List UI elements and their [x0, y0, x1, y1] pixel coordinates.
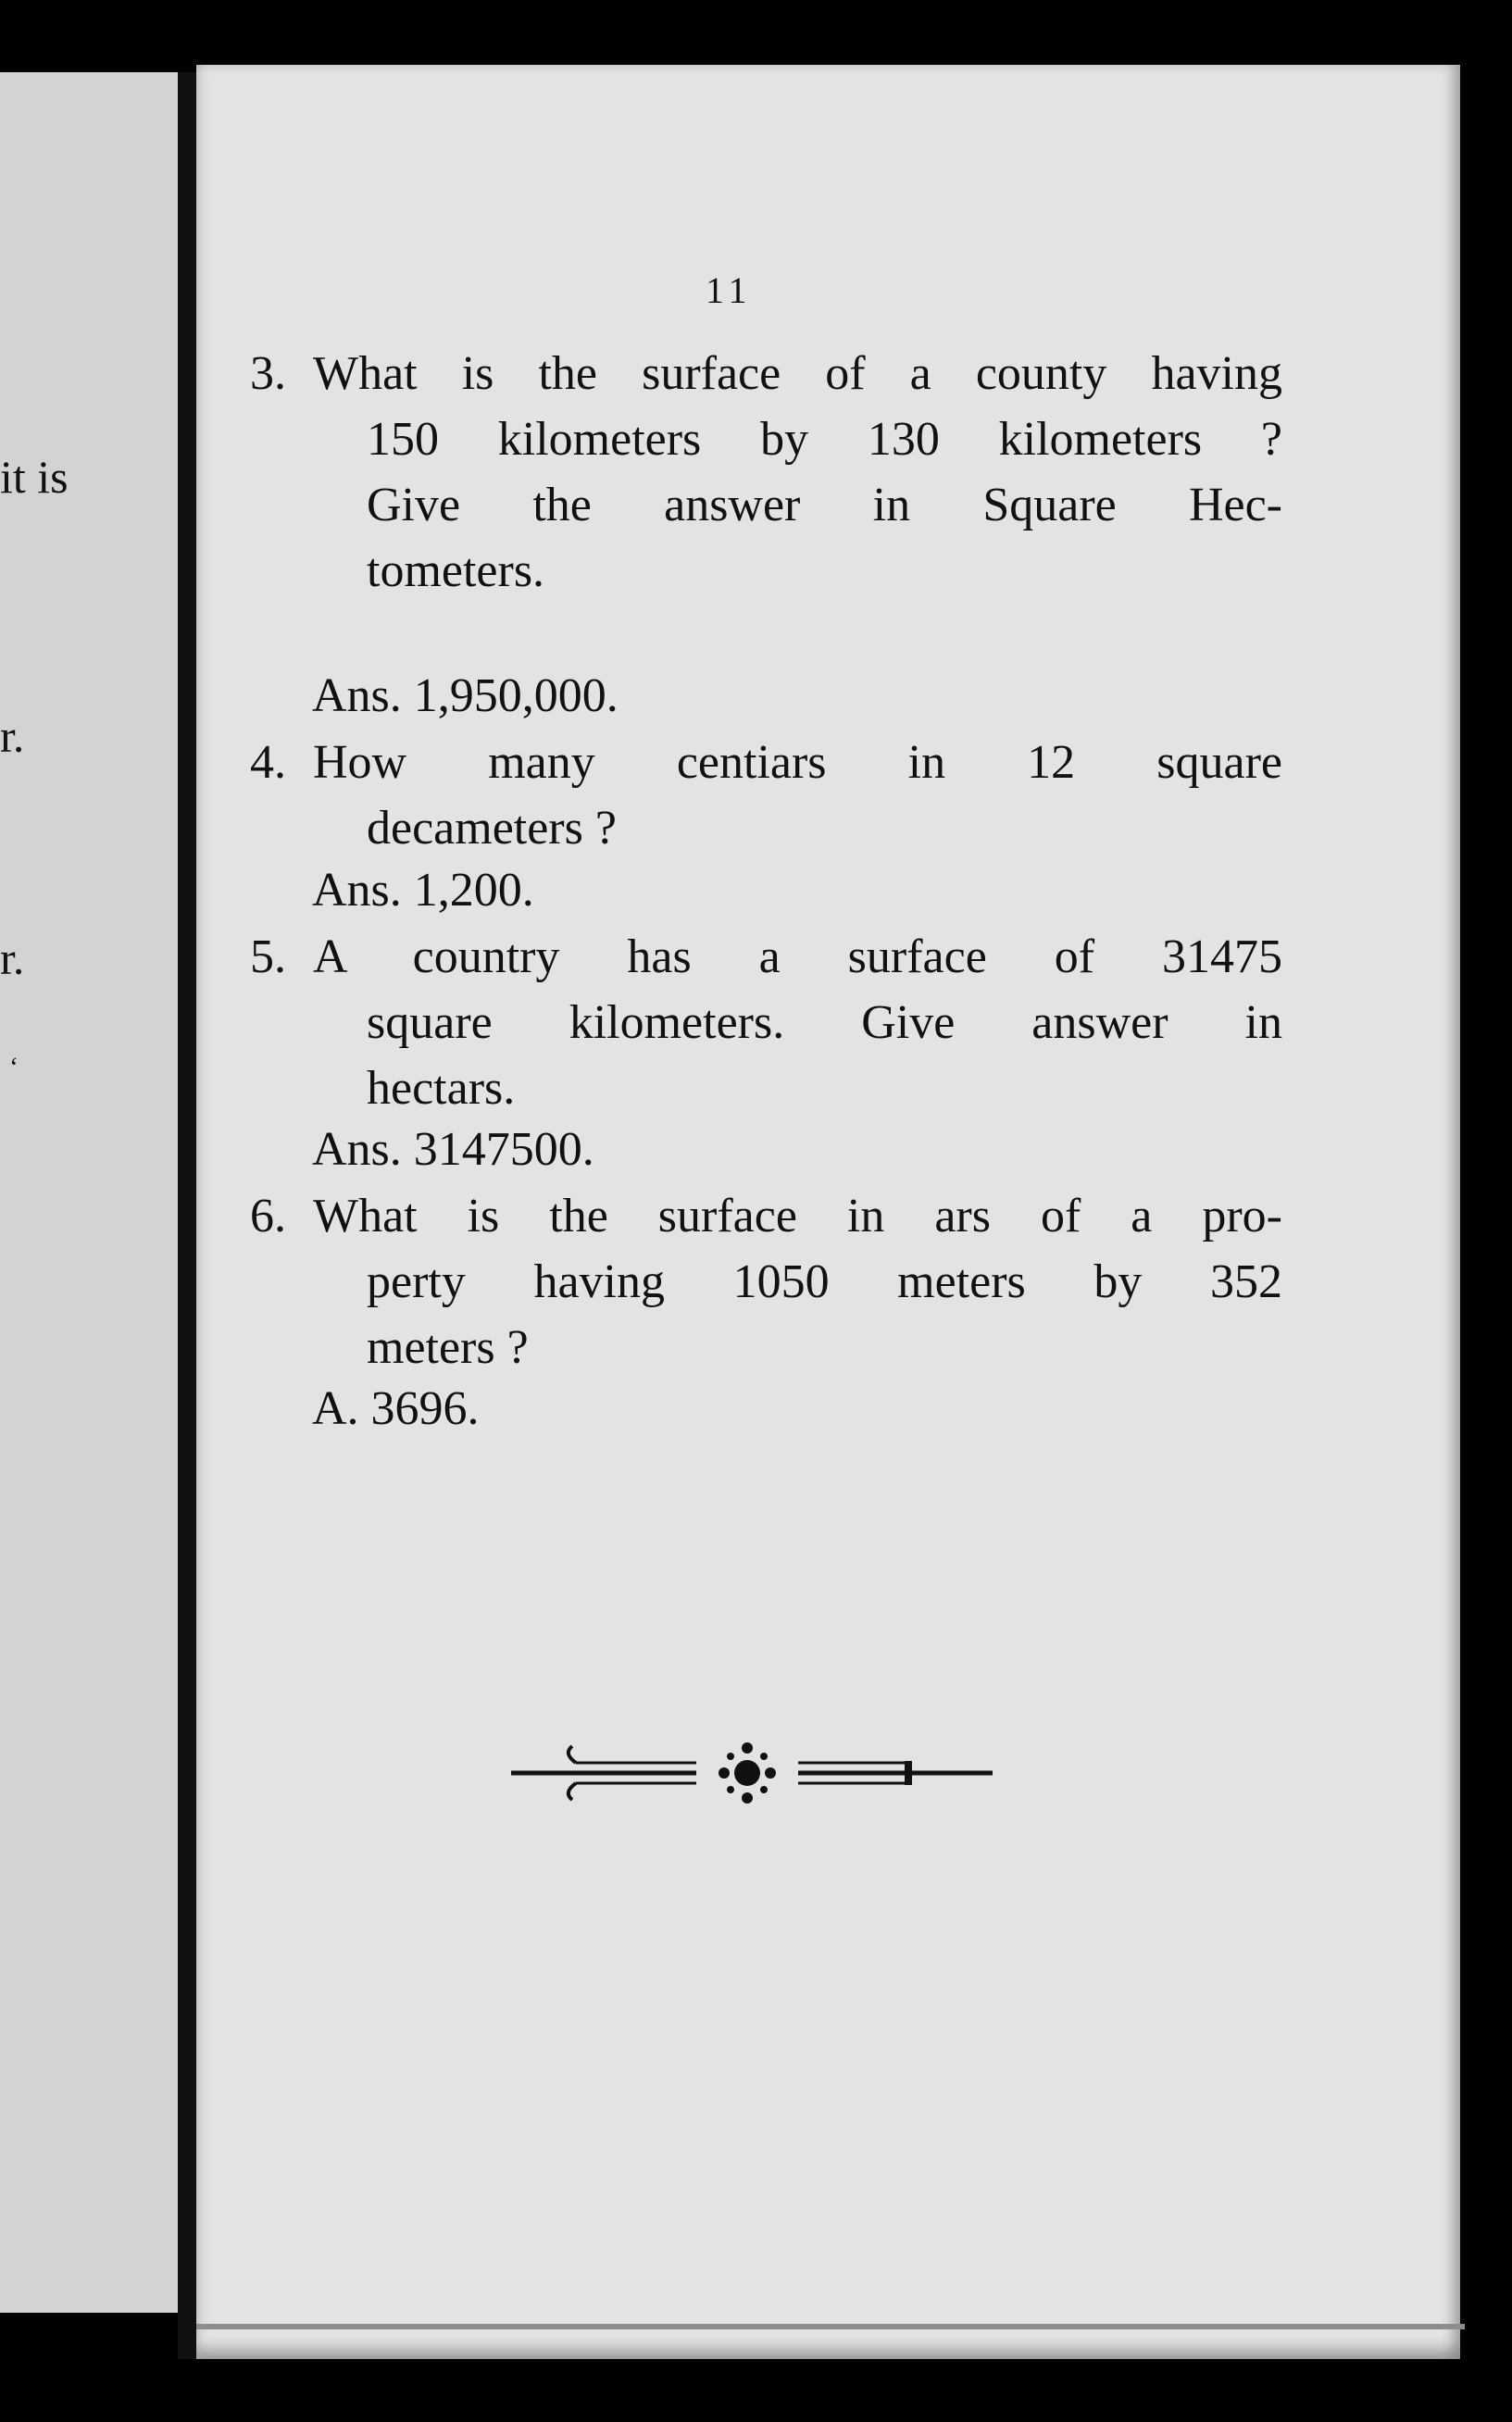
question-number: 6.	[250, 1190, 286, 1242]
question-line: tometers.	[367, 544, 545, 597]
facing-page-fragment: r.	[0, 710, 25, 762]
question-line: What is the surface of a county having	[313, 347, 1282, 400]
question-5	[250, 924, 1282, 1121]
question-line: 150 kilometers by 130 kilometers ?	[367, 413, 1282, 466]
question-4	[250, 730, 1282, 861]
question-line: A country has a surface of 31475	[313, 930, 1282, 983]
facing-page	[0, 72, 180, 2313]
question-6	[250, 1183, 1282, 1380]
book-gutter	[178, 72, 196, 2359]
facing-page-fragment: it is	[0, 451, 69, 503]
question-number: 4.	[250, 736, 286, 789]
page-edge	[196, 2324, 1465, 2329]
question-text	[313, 924, 1282, 1121]
question-number: 5.	[250, 930, 286, 983]
question-text	[313, 1183, 1282, 1380]
facing-page-fragment: r.	[0, 932, 25, 984]
question-3	[250, 341, 1282, 604]
answer-4: Ans. 1,200.	[312, 864, 534, 917]
question-line: Give the answer in Square Hec-	[367, 479, 1282, 531]
question-line: decameters ?	[367, 802, 617, 855]
answer-5: Ans. 3147500.	[312, 1123, 594, 1176]
question-text	[313, 730, 1282, 861]
question-line: perty having 1050 meters by 352	[367, 1255, 1282, 1308]
page-number: 11	[706, 269, 753, 311]
question-line: What is the surface in ars of a pro-	[313, 1190, 1282, 1242]
facing-page-fragment: ‘	[9, 1052, 19, 1082]
question-number: 3.	[250, 347, 286, 400]
ornament-flourish-icon	[511, 1722, 993, 1824]
question-line: square kilometers. Give answer in	[367, 996, 1282, 1049]
question-text	[313, 341, 1282, 604]
answer-6: A. 3696.	[312, 1382, 480, 1435]
question-line: hectars.	[367, 1062, 516, 1115]
question-line: meters ?	[367, 1321, 529, 1374]
book-page	[196, 65, 1460, 2359]
question-line: How many centiars in 12 square	[313, 736, 1282, 789]
answer-3: Ans. 1,950,000.	[312, 669, 619, 722]
